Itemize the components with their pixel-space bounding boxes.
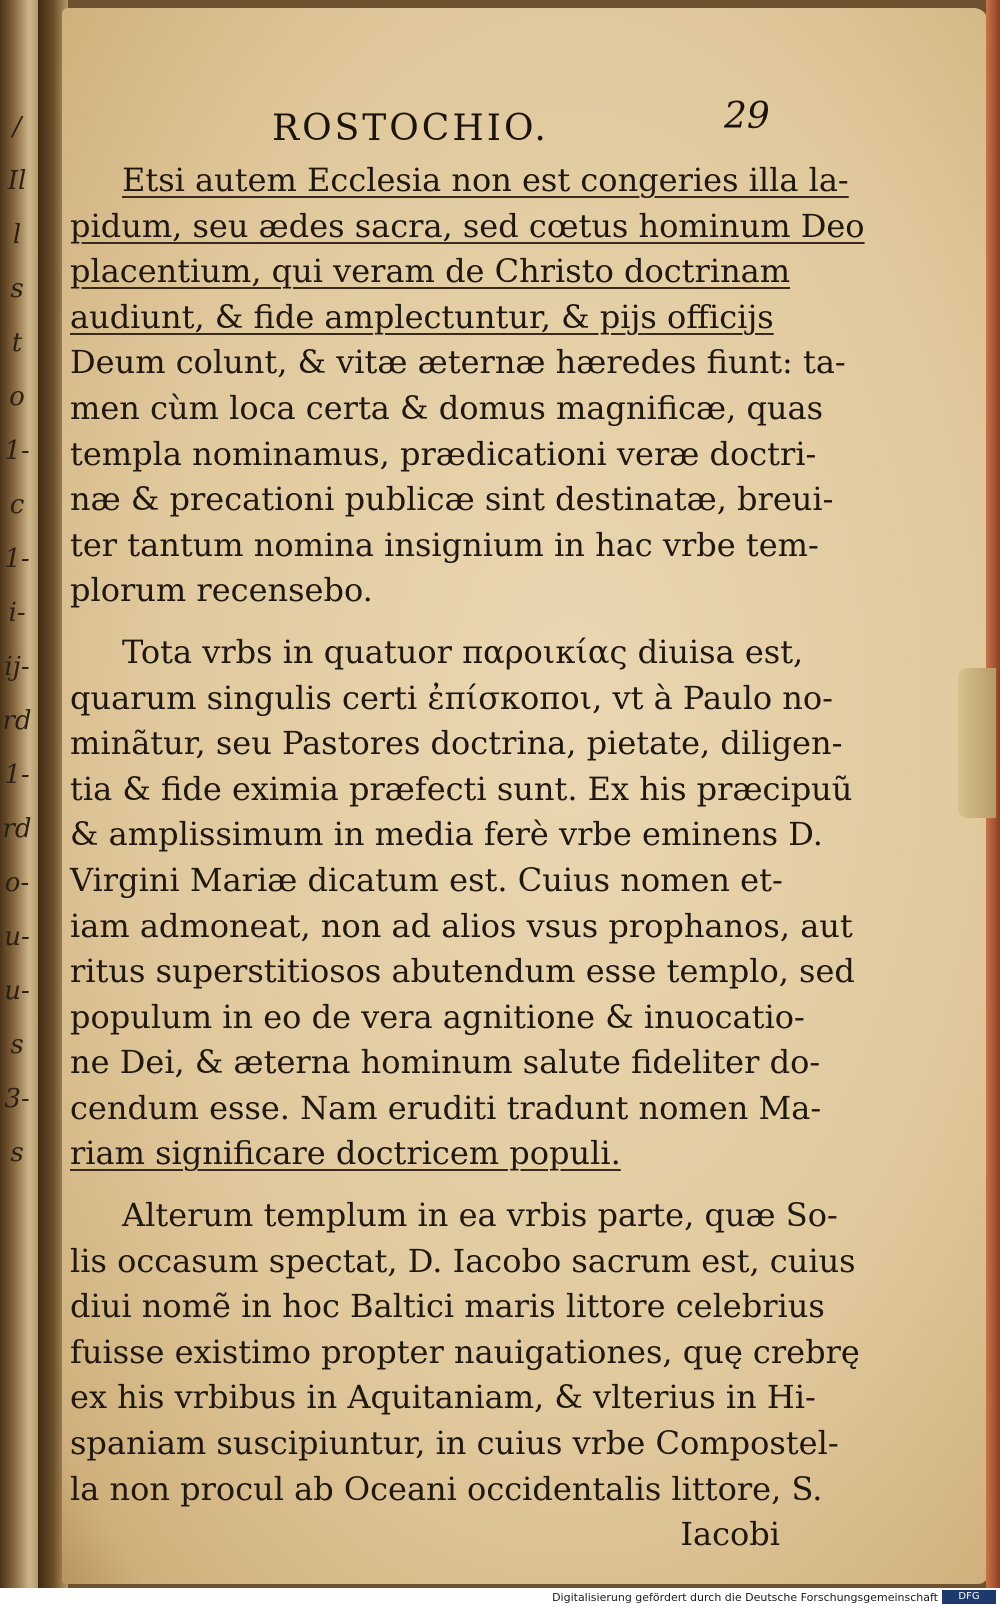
text-line: la non procul ab Oceani occidentalis littore, S. [70,1469,823,1508]
text-line: ex his vrbibus in Aquitaniam, & vlterius in Hi- [70,1378,816,1417]
text-line: men cùm loca certa & domus magnificæ, quas [70,388,824,427]
margin-fragment: rd [2,706,32,736]
margin-fragment: / [12,112,22,142]
text-line: Tota vrbs in quatuor παροικίας diuisa est, [122,632,804,671]
margin-fragment: c [9,490,25,520]
text-line: Alterum templum in ea vrbis parte, quæ So- [122,1196,838,1235]
text-line: plorum recensebo. [70,571,373,610]
digitization-footer [0,1588,1000,1607]
paragraph-3 [70,1193,860,1512]
catchword: Iacobi [680,1515,780,1554]
margin-fragment: 1- [4,544,30,574]
text-line: tia & fide eximia præfecti sunt. Ex his præcipuũ [70,769,853,808]
margin-fragment: 1- [4,436,30,466]
funding-credit: Digitalisierung gefördert durch die Deutsche Forschungsgemeinschaft [552,1591,938,1604]
text-line: templa nominamus, prædicationi veræ doctri- [70,434,817,473]
margin-fragment: s [10,1030,24,1060]
text-line: populum in eo de vera agnitione & inuocatio- [70,997,805,1036]
text-line: fuisse existimo propter nauigationes, quę crebrę [70,1332,860,1371]
text-line: diui nomẽ in hoc Baltici maris littore celebrius [70,1287,825,1326]
text-line: spaniam suscipiuntur, in cuius vrbe Compostel- [70,1424,839,1463]
margin-fragment: ij- [4,652,30,682]
dfg-logo: DFG [942,1590,996,1604]
text-line: & amplissimum in media ferè vrbe eminens D. [70,815,823,854]
text-line: riam significare doctricem populi. [70,1134,621,1173]
paragraph-2 [70,630,855,1177]
margin-fragment: u- [4,976,30,1006]
margin-fragment: u- [4,922,30,952]
text-line: Virgini Mariæ dicatum est. Cuius nomen et- [70,860,783,899]
margin-fragment: 1- [4,760,30,790]
page-tab [958,668,996,818]
text-line: lis occasum spectat, D. Iacobo sacrum est, cuius [70,1241,856,1280]
margin-fragment: o- [4,868,30,898]
margin-fragment: o [9,382,25,412]
margin-fragment: 3- [4,1084,30,1114]
margin-fragment: i- [8,598,26,628]
text-line: placentium, qui veram de Christo doctrinam [70,252,791,291]
text-line: næ & precationi publicæ sint destinatæ, breui- [70,480,834,519]
text-line: ter tantum nomina insignium in hac vrbe tem- [70,525,819,564]
body-text [70,158,865,1558]
text-line: Etsi autem Ecclesia non est congeries illa la- [122,161,849,199]
margin-fragment: s [10,1138,24,1168]
adjacent-left-page-edge [0,0,42,1588]
margin-fragment: rd [2,814,32,844]
text-line: iam admoneat, non ad alios vsus prophanos, aut [70,906,853,945]
text-line: cendum esse. Nam eruditi tradunt nomen Ma- [70,1088,822,1127]
text-line: pidum, seu ædes sacra, sed cœtus hominum Deo [70,206,865,245]
margin-fragment: t [11,328,23,358]
text-line: Deum colunt, & vitæ æternæ hæredes fiunt: ta- [70,343,846,382]
text-line: minãtur, seu Pastores doctrina, pietate, diligen- [70,724,843,763]
page-number: 29 [724,96,770,137]
left-margin-fragments [0,100,34,1180]
margin-fragment: l [12,220,22,250]
text-line: ritus superstitiosos abutendum esse templo, sed [70,952,855,991]
margin-fragment: Il [7,166,27,196]
paragraph-1 [70,158,865,614]
running-head: ROSTOCHIO. [272,108,549,149]
text-line: audiunt, & fide amplectuntur, & pijs officijs [70,297,774,336]
text-line: quarum singulis certi ἐπίσκοποι, vt à Paulo no- [70,678,833,717]
text-line: ne Dei, & æterna hominum salute fideliter do- [70,1043,821,1082]
margin-fragment: s [10,274,24,304]
